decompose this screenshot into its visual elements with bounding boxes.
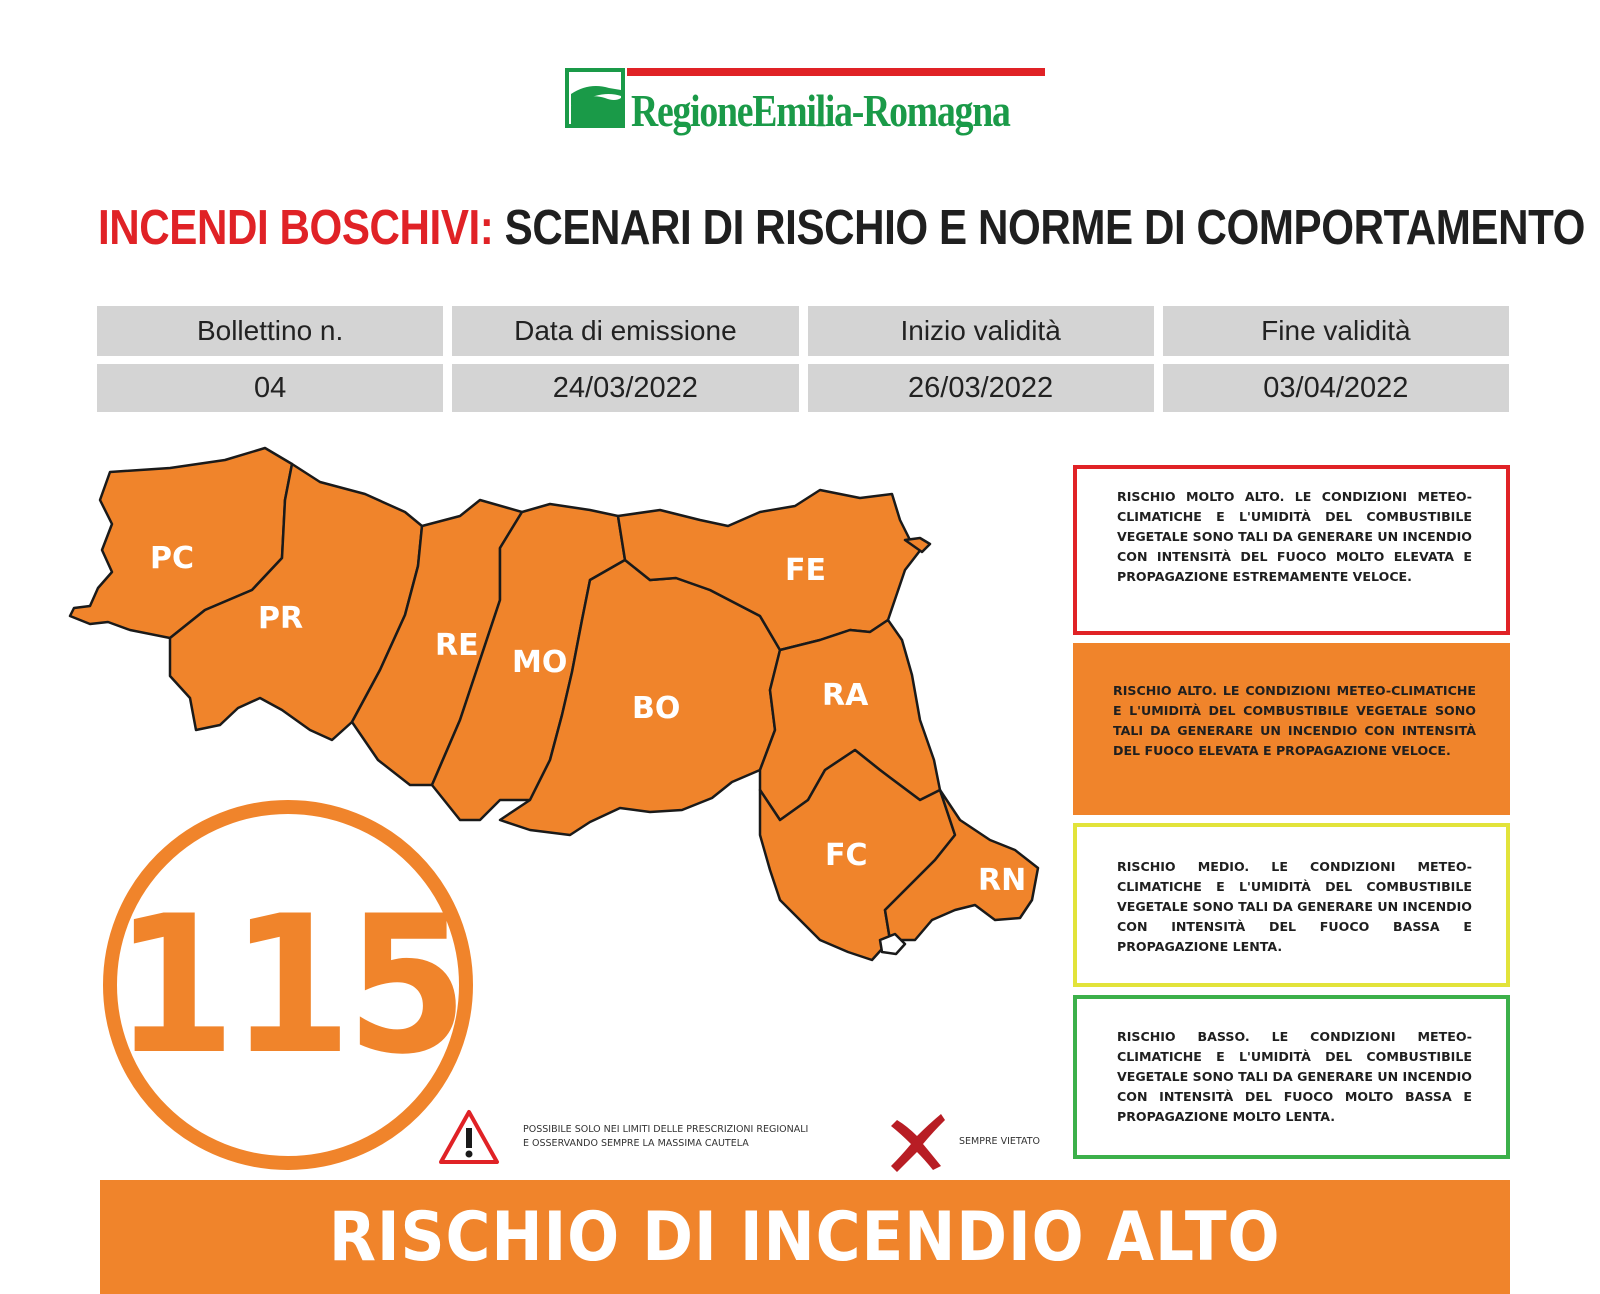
risk-level-banner — [100, 1180, 1510, 1294]
label-rn: RN — [978, 863, 1027, 898]
label-mo: MO — [512, 645, 568, 680]
value-bulletin-number: 04 — [97, 364, 443, 412]
value-issue-date: 24/03/2022 — [452, 364, 798, 412]
risk-level-text: RISCHIO DI INCENDIO ALTO — [329, 1197, 1281, 1277]
legend-medium-risk: RISCHIO MEDIO. LE CONDIZIONI METEO-CLIMATICHE E L'UMIDITÀ DEL COMBUSTIBILE VEGETALE SONO TALI DA GENERARE UN INCENDIO CON INTENSITÀ DEL FUOCO BASSA E PROPAGAZIONE LENTA. — [1073, 823, 1510, 987]
risk-legend — [1073, 465, 1510, 1167]
page-title — [98, 200, 1586, 256]
caution-line-1: POSSIBILE SOLO NEI LIMITI DELLE PRESCRIZIONI REGIONALI — [523, 1124, 809, 1135]
emergency-number: 115 — [113, 874, 463, 1096]
region-logo — [565, 68, 1045, 140]
label-fe: FE — [785, 553, 826, 588]
legend-low-risk: RISCHIO BASSO. LE CONDIZIONI METEO-CLIMATICHE E L'UMIDITÀ DEL COMBUSTIBILE VEGETALE SONO TALI DA GENERARE UN INCENDIO CON INTENSITÀ DEL FUOCO MOLTO BASSA E PROPAGAZIONE MOLTO LENTA. — [1073, 995, 1510, 1159]
logo-red-bar — [627, 68, 1045, 76]
region-emblem-icon — [565, 68, 627, 130]
header-validity-end: Fine validità — [1163, 306, 1509, 356]
label-pc: PC — [150, 541, 195, 576]
value-validity-start: 26/03/2022 — [808, 364, 1154, 412]
bulletin-info-table — [97, 306, 1509, 412]
note-caution — [437, 1108, 808, 1166]
label-ra: RA — [822, 678, 869, 713]
header-bulletin-number: Bollettino n. — [97, 306, 443, 356]
header-issue-date: Data di emissione — [452, 306, 798, 356]
label-re: RE — [435, 628, 479, 663]
warning-triangle-icon — [437, 1108, 501, 1166]
legend-very-high-risk: RISCHIO MOLTO ALTO. LE CONDIZIONI METEO-CLIMATICHE E L'UMIDITÀ DEL COMBUSTIBILE VEGETALE SONO TALI DA GENERARE UN INCENDIO CON INTENSITÀ DEL FUOCO MOLTO ELEVATA E PROPAGAZIONE ESTREMAMENTE VELOCE. — [1073, 465, 1510, 635]
note-forbidden — [885, 1110, 1040, 1174]
red-x-icon — [885, 1110, 949, 1174]
value-validity-end: 03/04/2022 — [1163, 364, 1509, 412]
label-pr: PR — [258, 601, 304, 636]
header-validity-start: Inizio validità — [808, 306, 1154, 356]
caution-line-2: E OSSERVANDO SEMPRE LA MASSIMA CAUTELA — [523, 1138, 749, 1149]
title-highlight: INCENDI BOSCHIVI: — [98, 201, 494, 255]
label-fc: FC — [825, 838, 868, 873]
title-rest: SCENARI DI RISCHIO E NORME DI COMPORTAMENTO — [504, 201, 1586, 255]
logo-text: RegioneEmilia-Romagna — [631, 85, 1010, 136]
emergency-number-badge — [103, 800, 473, 1170]
label-bo: BO — [632, 691, 681, 726]
forbidden-text: SEMPRE VIETATO — [959, 1136, 1040, 1147]
legend-high-risk: RISCHIO ALTO. LE CONDIZIONI METEO-CLIMATICHE E L'UMIDITÀ DEL COMBUSTIBILE VEGETALE SONO TALI DA GENERARE UN INCENDIO CON INTENSITÀ DEL FUOCO ELEVATA E PROPAGAZIONE VELOCE. — [1073, 643, 1510, 815]
